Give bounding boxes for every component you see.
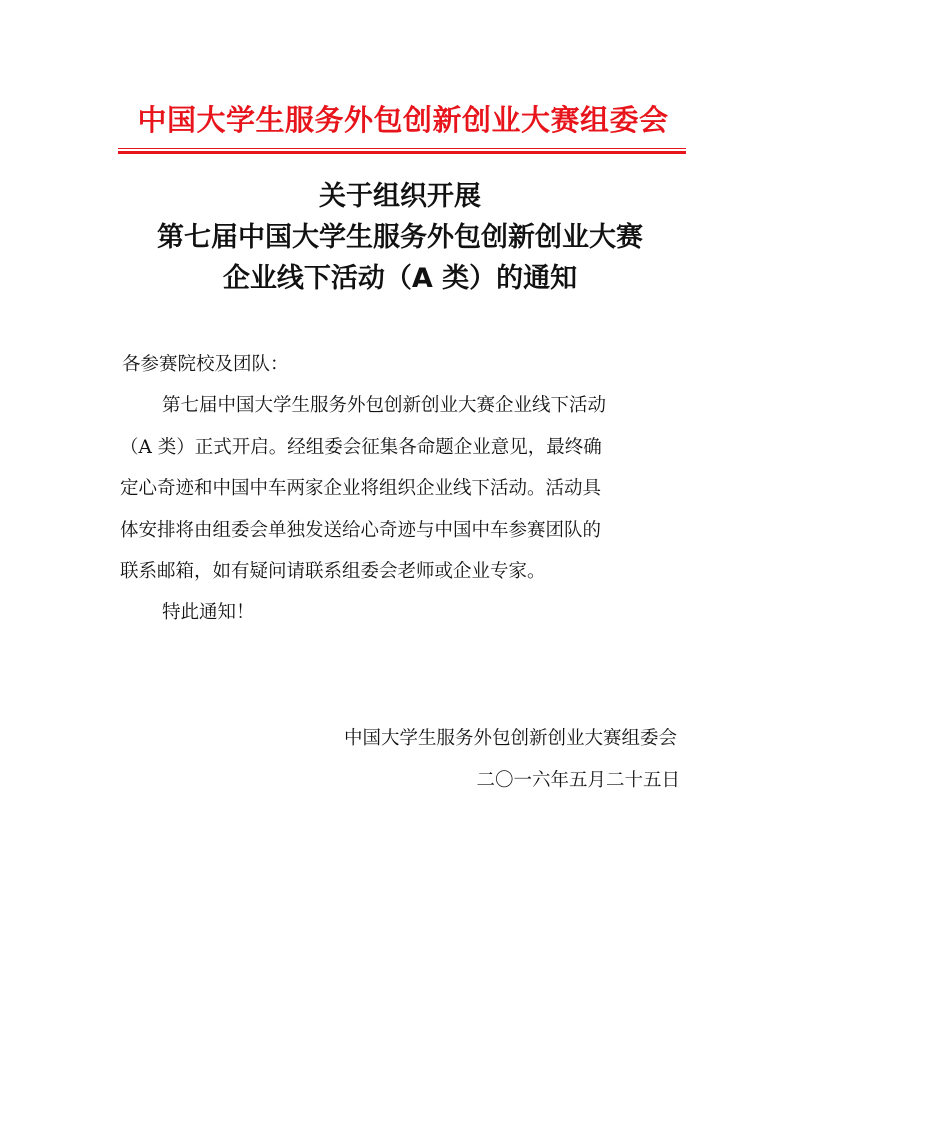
- title-line-2: 第七届中国大学生服务外包创新创业大赛: [157, 222, 643, 253]
- closing-remark: 特此通知！: [162, 602, 255, 623]
- title-line-1: 关于组织开展: [319, 181, 481, 212]
- signature-date: 二〇一六年五月二十五日: [476, 770, 680, 791]
- title-line-3: 企业线下活动（A 类）的通知: [222, 263, 578, 294]
- body-line-1: 第七届中国大学生服务外包创新创业大赛企业线下活动: [162, 395, 607, 416]
- red-rule-thick-line: [118, 151, 686, 154]
- body-line-5: 联系邮箱，如有疑问请联系组委会老师或企业专家。: [120, 561, 546, 582]
- notice-body: [120, 385, 692, 593]
- body-line-2: （A 类）正式开启。经组委会征集各命题企业意见，最终确: [120, 436, 602, 458]
- signature-organization: 中国大学生服务外包创新创业大赛组委会: [343, 728, 677, 749]
- organization-header: 中国大学生服务外包创新创业大赛组委会: [137, 103, 669, 137]
- red-header-rule: [118, 148, 686, 154]
- body-line-4: 体安排将由组委会单独发送给心奇迹与中国中车参赛团队的: [120, 519, 602, 541]
- salutation: 各参赛院校及团队：: [122, 354, 289, 375]
- notice-title: [90, 176, 710, 299]
- body-line-3: 定心奇迹和中国中车两家企业将组织企业线下活动。活动具: [120, 478, 602, 499]
